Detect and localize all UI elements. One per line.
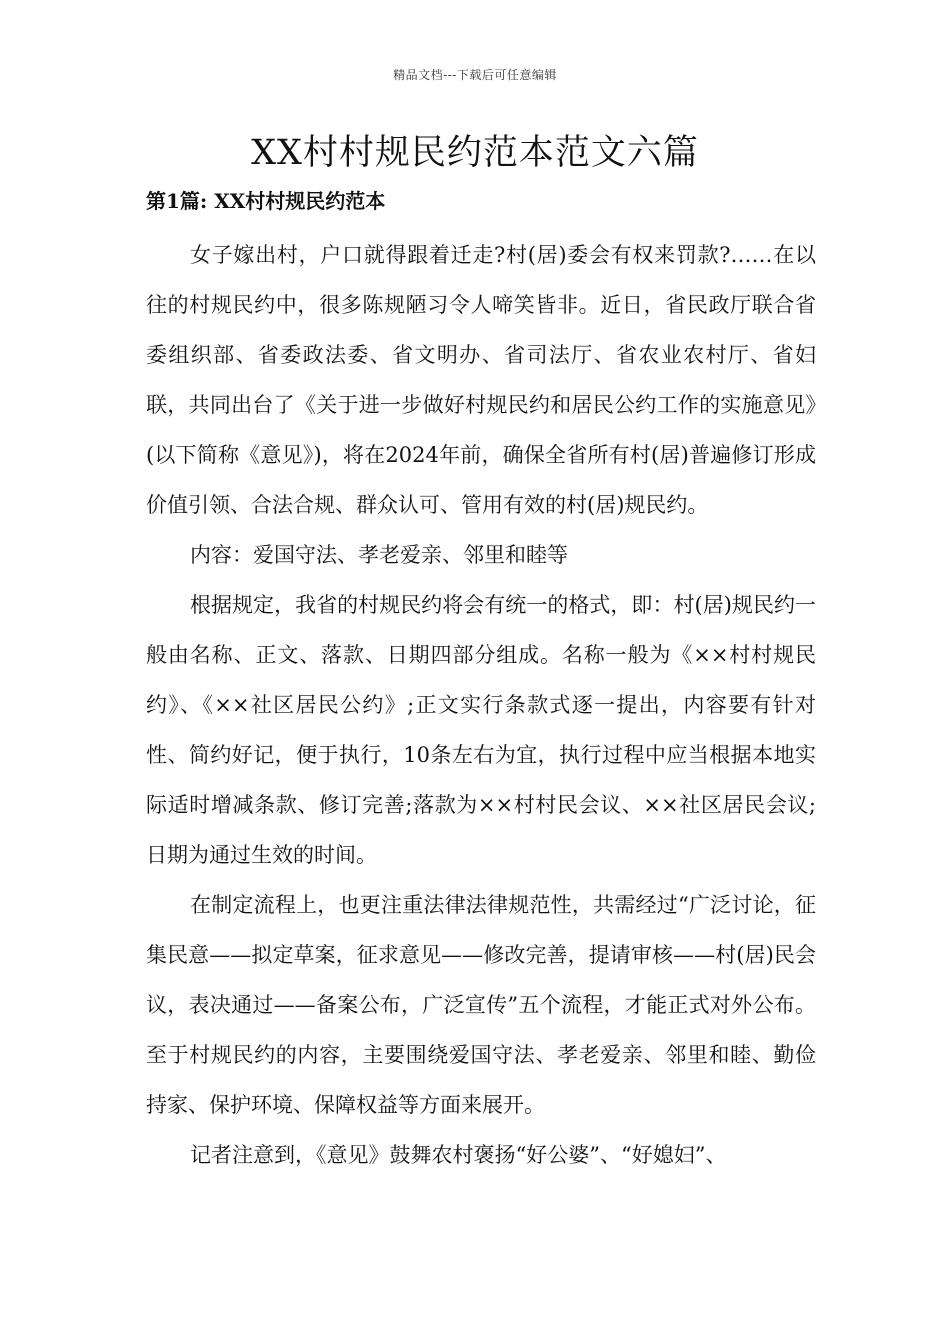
section-heading: 第1篇: XX村村规民约范本 (146, 189, 386, 213)
body-text (146, 230, 816, 1180)
paragraph: 根据规定，我省的村规民约将会有统一的格式，即：村(居)规民约一般由名称、正文、落款、日期四部分组成。名称一般为《××村村规民约》、《××社区居民公约》;正文实行条款式逐一提出，内容要有针对性、简约好记，便于执行，10条左右为宜，执行过程中应当根据本地实际适时增减条款、修订完善;落款为××村村民会议、××社区居民会议;日期为通过生效的时间。 (146, 593, 816, 867)
paragraph: 内容：爱国守法、孝老爱亲、邻里和睦等 (190, 543, 568, 567)
header-note: 精品文档---下载后可任意编辑 (393, 68, 557, 82)
paragraph: 女子嫁出村，户口就得跟着迁走?村(居)委会有权来罚款?……在以往的村规民约中，很多陈规陋习令人啼笑皆非。近日，省民政厅联合省委组织部、省委政法委、省文明办、省司法厅、省农业农村厅、省妇联，共同出台了《关于进一步做好村规民约和居民公约工作的实施意见》(以下简称《意见》)，将在2024年前，确保全省所有村(居)普遍修订形成价值引领、合法合规、群众认可、管用有效的村(居)规民约。 (146, 243, 816, 517)
paragraph: 记者注意到，《意见》鼓舞农村褒扬“好公婆”、“好媳妇”、 (190, 1143, 727, 1167)
paragraph: 在制定流程上，也更注重法律法律规范性，共需经过“广泛讨论，征集民意——拟定草案，征求意见——修改完善，提请审核——村(居)民会议，表决通过——备案公布，广泛宣传”五个流程，才能正式对外公布。至于村规民约的内容，主要围绕爱国守法、孝老爱亲、邻里和睦、勤俭持家、保护环境、保障权益等方面来展开。 (146, 893, 816, 1117)
document-title: XX村村规民约范本范文六篇 (251, 133, 699, 173)
